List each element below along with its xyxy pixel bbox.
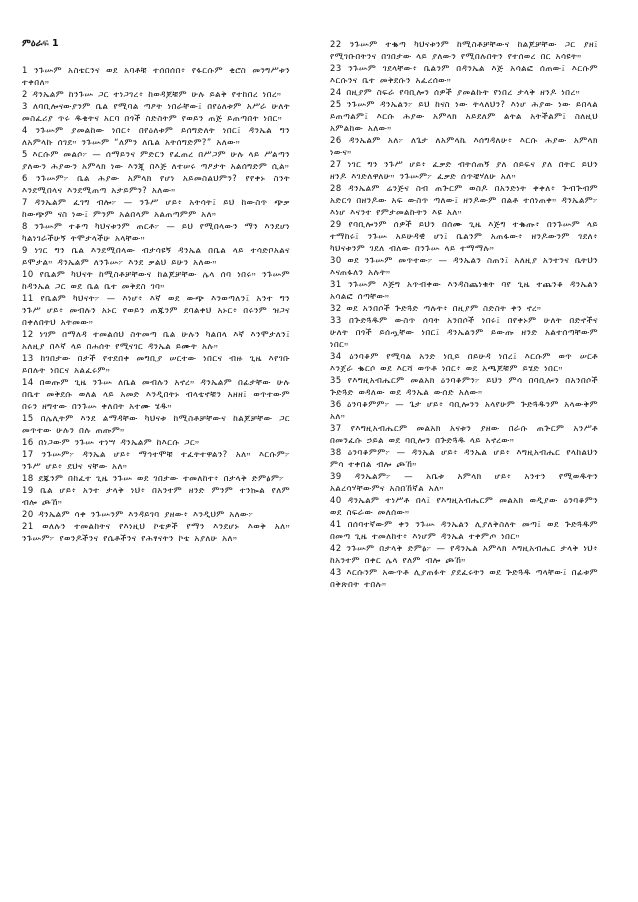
verse-paragraph: 15 በሌሊትም እንደ ልማዳቸው ካህናቱ ከሚስቶቻቸውና ከልጆቻቸው ጋር መጥተው ሁሉን በሉ ጠጡም። bbox=[22, 413, 290, 435]
verse-paragraph: 27 ነገር ግን ንጉሥ ሆይ፥ ፈቃድ ብትሰጠኝ ያለ ሰይፍና ያለ በትር ይህን ዘንዶ እገድለዋለሁ። ንጉሡም፦ ፈቃድ ሰጥቼሃለሁ አለ። bbox=[330, 159, 598, 181]
verse-paragraph: 34 ዕንባቆም የሚባል አንድ ነቢይ በይሁዳ ነበረ፤ እርሱም ወጥ ሠርቶ እንጀራ ቈርሶ ወደ እርሻ ወጥቶ ነበር፥ ወደ አጫጆቹም ይሄድ ነበር። bbox=[330, 351, 598, 373]
verse-paragraph: 38 ዕንባቆምም፦ — ዳንኤል ሆይ፥ ዳንኤል ሆይ፥ እግዚአብሔር የላከልህን ምሳ ተቀበል ብሎ ጮኸ። bbox=[330, 447, 598, 469]
verse-paragraph: 14 በወጡም ጊዜ ንጉሡ ለቤል መብሉን አኖረ። ዳንኤልም በፊታቸው ሁሉ በቤተ መቅደሱ ወለል ላይ አመድ እንዲበትኑ ብላቴኖቹን አዘዘ፤ ወጥተውም በሩን ዘግተው በንጉሡ ቀለበት አተሙ ሄዱ። bbox=[22, 377, 290, 411]
right-column bbox=[330, 38, 598, 590]
verse-paragraph: 39 ዳንኤልም፦ — አቤቱ አምላክ ሆይ፥ አንተን የሚወዱትን አልረሳሃቸውምና አስበኸኛል አለ። bbox=[330, 471, 598, 493]
verse-paragraph: 41 በሰባተኛውም ቀን ንጉሡ ዳንኤልን ሊያለቅስለት መጣ፤ ወደ ጕድጓዱም በመጣ ጊዜ ተመለከተ፥ እነሆም ዳንኤል ተቀምጦ ነበር። bbox=[330, 519, 598, 541]
verse-paragraph: 8 ንጉሡም ተቆጣ ካህናቱንም ጠርቶ፦ — ይህ የሚበላውን ማን እንደሆነ ካልነገራችሁኝ ትሞታላችሁ አላቸው። bbox=[22, 221, 290, 243]
verse-paragraph: 10 የቤልም ካህናት ከሚስቶቻቸውና ከልጆቻቸው ሌላ ሰባ ነበሩ። ንጉሡም ከዳንኤል ጋር ወደ ቤል ቤተ መቅደስ ገባ። bbox=[22, 269, 290, 291]
verse-paragraph: 35 የእግዚአብሔርም መልአክ ዕንባቆምን፦ ይህን ምሳ በባቢሎን በአንበሶች ጕድጓድ ወዳለው ወደ ዳንኤል ውሰድ አለው። bbox=[330, 375, 598, 397]
verse-paragraph: 32 ወደ አንበሶች ጕድጓድ ጣሉት፥ በዚያም ስድስት ቀን ኖረ። bbox=[330, 303, 542, 313]
verse-paragraph: 6 ንጉሡም፦ ቤል ሕያው አምላክ የሆነ አይመስልህምን? የየቀኑ ስንት እንደሚበላና እንደሚጠጣ አታይምን? አለው። bbox=[22, 173, 290, 195]
verse-paragraph: 19 ቤል ሆይ፥ አንተ ታላቅ ነህ፥ በአንተም ዘንድ ምንም ተንኰል የለም ብሎ ጮኸ። bbox=[22, 485, 290, 507]
verse-paragraph: 30 ወደ ንጉሡም መጥተው፦ — ዳንኤልን ስጠን፤ አለዚያ አንተንና ቤትህን እናጠፋለን አሉት። bbox=[330, 255, 598, 277]
verse-paragraph: 12 ነገም በማለዳ ተመልሰህ ስትመጣ ቤል ሁሉን ካልበላ እኛ እንሞታለን፤ አለዚያ በእኛ ላይ በሐሰት የሚናገር ዳንኤል ይሙት አሉ። bbox=[22, 329, 290, 351]
verse-paragraph: 24 በዚያም ስፍራ የባቢሎን ሰዎች ያመልኩት የነበረ ታላቅ ዘንዶ ነበረ። bbox=[330, 87, 581, 97]
verse-paragraph: 22 ንጉሡም ተቈጣ ካህናቱንም ከሚስቶቻቸውና ከልጆቻቸው ጋር ያዘ፤ የሚገቡበትንና በገበታው ላይ ያለውን የሚበሉበትን የተሰወረ በር አሳዩት። bbox=[330, 39, 598, 61]
verse-paragraph: 1 ንጉሡም አስቴርንና ወደ አባቶቹ ተሰበሰበ፥ የፋርሱም ቂሮስ መንግሥቱን ተቀበለ። bbox=[22, 65, 290, 87]
verse-paragraph: 5 እርሱም መልሶ፦ — ሰማይንና ምድርን የፈጠረ በሥጋም ሁሉ ላይ ሥልጣን ያለውን ሕያውን አምላክ ነው እንጂ በእጅ ለተሠሩ ጣዖታት አልሰግድም ሲል። bbox=[22, 149, 290, 171]
verse-paragraph: 21 ወለሉን ተመልከትና የእነዚህ ኮቴዎች የማን እንደሆኑ እወቅ አለ። ንጉሡም፦ የወንዶችንና የሴቶችንና የሕፃናትን ኮቴ አያለሁ አለ። bbox=[22, 521, 290, 543]
verse-paragraph: 13 ከገበታው በታች የተደበቀ መግቢያ ሠርተው ነበርና ብዙ ጊዜ እየገቡ ይበሉት ነበርና አልፈሩም። bbox=[22, 353, 290, 375]
verse-paragraph: 26 ዳንኤልም አለ፦ ለጌታ ለአምላኬ እሰግዳለሁ፥ እርሱ ሕያው አምላክ ነውና። bbox=[330, 135, 598, 157]
verse-paragraph: 40 ዳንኤልም ተነሥቶ በላ፤ የእግዚአብሔርም መልአክ ወዲያው ዕንባቆምን ወደ ስፍራው መለሰው። bbox=[330, 495, 598, 517]
verse-paragraph: 36 ዕንባቆምም፦ — ጌታ ሆይ፥ ባቢሎንን አላየሁም ጕድጓዱንም አላውቅም አለ። bbox=[330, 399, 598, 421]
verse-paragraph: 42 ንጉሡም በታላቅ ድምፅ፦ — የዳንኤል አምላክ እግዚአብሔር ታላቅ ነህ፥ ከአንተም በቀር ሌላ የለም ብሎ ጮኸ። bbox=[330, 543, 598, 565]
verse-paragraph: 11 የቤልም ካህናት፦ — እነሆ፥ እኛ ወደ ውጭ እንወጣለን፤ አንተ ግን ንጉሥ ሆይ፥ መብሉን አኑር የወይን ጠጁንም ደባልቀህ አኑር፥ በሩንም ዝጋና በቀለበትህ አትመው። bbox=[22, 293, 290, 327]
verse-paragraph: 23 ንጉሡም ገደላቸው፥ ቤልንም በዳንኤል እጅ አሳልፎ ሰጠው፤ እርሱም እርሱንና ቤተ መቅደሱን አፈረሰው። bbox=[330, 63, 598, 85]
verse-paragraph: 20 ዳንኤልም ሳቀ ንጉሡንም እንዳይገባ ያዘው፥ እንዲህም አለው፦ bbox=[22, 509, 254, 519]
verse-paragraph: 37 የእግዚአብሔርም መልአክ አናቱን ያዘው በራሱ ጠጕርም አንሥቶ በመንፈሱ ኃይል ወደ ባቢሎን በጕድጓዱ ላይ አኖረው። bbox=[330, 423, 598, 445]
chapter-heading: ምዕራፍ 1 bbox=[22, 38, 59, 49]
verse-paragraph: 9 ነገር ግን ቤል እንደሚበላው ብታሳዩኝ ዳንኤል በቤል ላይ ተሳድቦአልና ይሞታል። ዳንኤልም ለንጉሡ፦ እንደ ቃልህ ይሁን አለው። bbox=[22, 245, 290, 267]
verse-paragraph: 18 ደጁንም በከፈተ ጊዜ ንጉሡ ወደ ገበታው ተመለከተ፥ በታላቅ ድምፅም፦ bbox=[22, 473, 285, 483]
verse-paragraph: 16 በነጋውም ንጉሡ ተነሣ ዳንኤልም ከእርሱ ጋር። bbox=[22, 437, 200, 447]
verse-paragraph: 17 ንጉሡም፦ ዳንኤል ሆይ፥ ማኅተሞቹ ተፈትተዋልን? አለ። እርሱም፦ ንጉሥ ሆይ፥ ደህና ናቸው አለ። bbox=[22, 449, 290, 471]
verse-paragraph: 28 ዳንኤልም ሬንጅና ስብ ጠጕርም ወስዶ በአንድነት ቀቀለ፥ ጕብጕብም አድርጎ በዘንዶው አፍ ውስጥ ጣለው፤ ዘንዶውም በልቶ ተሰነጠቀ። ዳንኤልም፦ እነሆ እናንተ የምታመልኩትን እዩ አለ። bbox=[330, 183, 598, 217]
verse-paragraph: 4 ንጉሡም ያመልከው ነበር፥ በየዕለቱም ይሰግድለት ነበር፤ ዳንኤል ግን ለአምላኩ ሰገደ። ንጉሡም “ለምን ለቤል አትሰግድም?” አለው። bbox=[22, 125, 290, 147]
verse-paragraph: 33 በጕድጓዱም ውስጥ ሰባት አንበሶች ነበሩ፤ በየቀኑም ሁለት በድኖችና ሁለት በጎች ይሰጧቸው ነበር፤ ዳንኤልንም ይውጡ ዘንድ አልተሰጣቸውም ነበር። bbox=[330, 315, 598, 349]
verse-paragraph: 25 ንጉሡም ዳንኤልን፦ ይህ ከናስ ነው ትላለህን? እነሆ ሕያው ነው ይበላል ይጠጣልም፤ እርሱ ሕያው አምላክ አይደለም ልትል አትችልም፤ ስለዚህ አምልከው አለው። bbox=[330, 99, 598, 133]
verse-paragraph: 31 ንጉሡም እጅግ አጥብቀው እንዳስጨነቁት ባየ ጊዜ ተጨንቆ ዳንኤልን አሳልፎ ሰጣቸው። bbox=[330, 279, 598, 301]
verse-paragraph: 3 ለባቢሎናውያንም ቤል የሚባል ጣዖት ነበራቸው፤ በየዕለቱም አሥራ ሁለት መስፈሪያ ጥሩ ዱቄትና አርባ በጎች ስድስትም የወይን ጠጅ ይጠጣበት ነበር። bbox=[22, 101, 290, 123]
right-verse-list bbox=[330, 38, 598, 590]
verse-paragraph: 43 እርሱንም አውጥቶ ሊያጠፉት ያደፈሩትን ወደ ጕድጓዱ ጣላቸው፤ በፊቱም በቅጽበት ተበሉ። bbox=[330, 567, 598, 589]
left-column bbox=[22, 38, 290, 544]
left-verse-list bbox=[22, 64, 290, 544]
verse-paragraph: 7 ዳንኤልም ፈገግ ብሎ፦ — ንጉሥ ሆይ፥ አትሳት፤ ይህ ከውስጥ ጭቃ ከውጭም ናስ ነው፤ ምንም አልበላም አልጠጣምም አለ። bbox=[22, 197, 290, 219]
verse-paragraph: 2 ዳንኤልም ከንጉሡ ጋር ተነጋገረ፥ ከወዳጆቹም ሁሉ ይልቅ የተከበረ ነበረ። bbox=[22, 89, 282, 99]
verse-paragraph: 29 የባቢሎንም ሰዎች ይህን በሰሙ ጊዜ እጅግ ተቈጡ፥ በንጉሡም ላይ ተማከሩ፤ ንጉሡ አይሁዳዊ ሆነ፤ ቤልንም አጠፋው፥ ዘንዶውንም ገደለ፥ ካህናቱንም ገደለ ብለው በንጉሡ ላይ ተማማሉ። bbox=[330, 219, 598, 253]
